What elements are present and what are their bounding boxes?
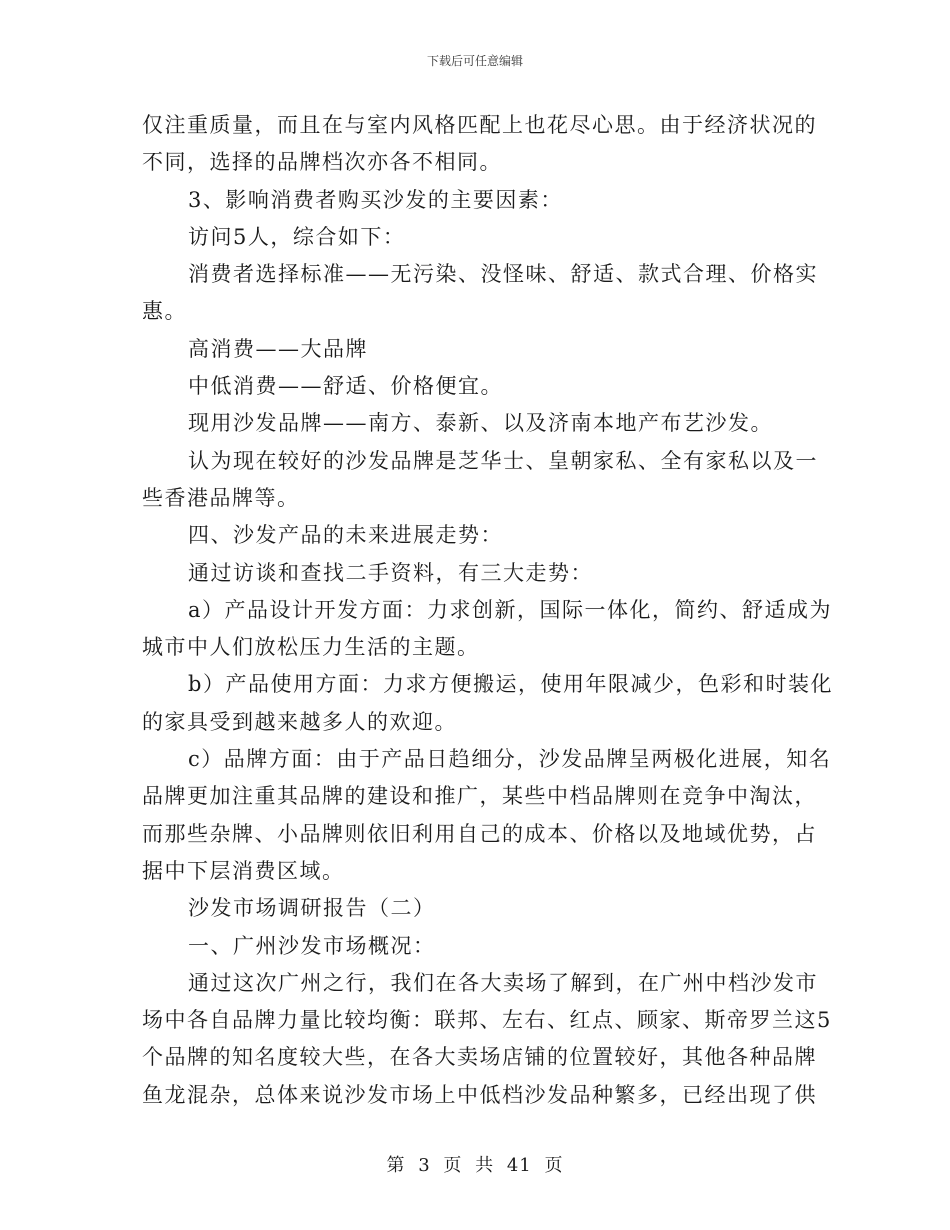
text-line: 四、沙发产品的未来进展走势： <box>188 523 503 548</box>
text-line: b）产品使用方面：力求方便搬运，使用年限减少，色彩和时装化 <box>188 672 833 697</box>
text-line: a）产品设计开发方面：力求创新，国际一体化，简约、舒适成为 <box>188 597 833 622</box>
text-line: 据中下层消费区域。 <box>142 858 345 883</box>
page-header: 下载后可任意编辑 <box>426 54 523 68</box>
text-line: 3、影响消费者购买沙发的主要因素： <box>188 187 563 212</box>
document-body <box>142 107 833 1114</box>
text-line: 消费者选择标准——无污染、没怪味、舒适、款式合理、价格实 <box>188 262 818 287</box>
text-line: 现用沙发品牌——南方、泰新、以及济南本地产布艺沙发。 <box>188 411 773 436</box>
text-line: 通过这次广州之行，我们在各大卖场了解到，在广州中档沙发市 <box>188 970 818 995</box>
text-line: 高消费——大品牌 <box>188 336 368 361</box>
text-line: 中低消费——舒适、价格便宜。 <box>188 374 503 399</box>
text-line: 仅注重质量，而且在与室内风格匹配上也花尽心思。由于经济状况的 <box>142 113 817 137</box>
text-line: 不同，选择的品牌档次亦各不相同。 <box>142 150 502 175</box>
text-line: 惠。 <box>142 299 187 324</box>
text-line: 品牌更加注重其品牌的建设和推广，某些中档品牌则在竞争中淘汰， <box>142 784 817 809</box>
text-line: 认为现在较好的沙发品牌是芝华士、皇朝家私、全有家私以及一 <box>188 448 818 473</box>
text-line: 的家具受到越来越多人的欢迎。 <box>142 709 457 734</box>
page-footer: 第 3 页 共 41 页 <box>386 1155 564 1176</box>
text-line: 通过访谈和查找二手资料，有三大走势： <box>188 560 593 585</box>
text-line: 城市中人们放松压力生活的主题。 <box>142 635 480 660</box>
text-line: 个品牌的知名度较大些，在各大卖场店铺的位置较好，其他各种品牌 <box>142 1045 817 1070</box>
text-line: 访问5人，综合如下： <box>188 224 406 249</box>
text-line: 鱼龙混杂，总体来说沙发市场上中低档沙发品种繁多，已经出现了供 <box>142 1082 817 1107</box>
text-line: 一、广州沙发市场概况： <box>188 933 436 958</box>
text-line: 沙发市场调研报告（二） <box>188 896 436 921</box>
text-line: 些香港品牌等。 <box>142 485 300 510</box>
text-line: 场中各自品牌力量比较均衡：联邦、左右、红点、顾家、斯帝罗兰这5 <box>142 1008 832 1033</box>
text-line: c）品牌方面：由于产品日趋细分，沙发品牌呈两极化进展，知名 <box>188 747 832 772</box>
text-line: 而那些杂牌、小品牌则依旧利用自己的成本、价格以及地域优势，占 <box>142 821 817 846</box>
